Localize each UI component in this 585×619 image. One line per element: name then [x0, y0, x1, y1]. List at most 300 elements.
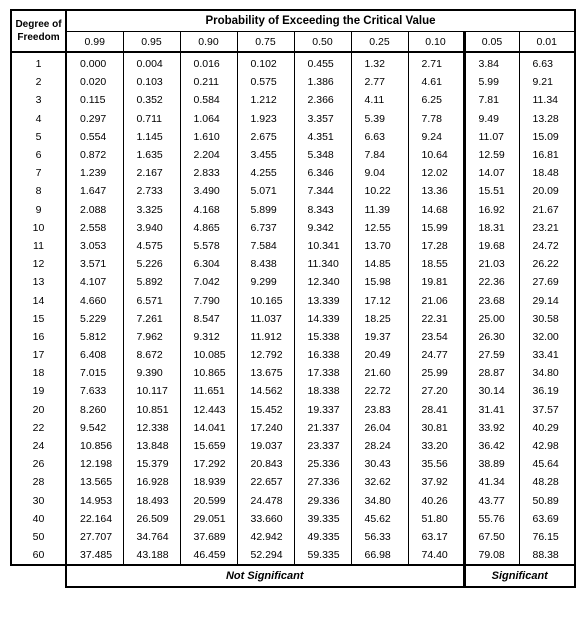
- critical-value-cell: 3.357: [294, 110, 351, 128]
- critical-value-cell: 0.711: [123, 110, 180, 128]
- critical-value-cell: 12.55: [351, 219, 408, 237]
- critical-value-cell: 16.338: [294, 346, 351, 364]
- critical-value-cell: 21.60: [351, 364, 408, 382]
- critical-value-cell: 25.00: [464, 310, 519, 328]
- critical-value-cell: 15.452: [237, 401, 294, 419]
- critical-value-cell: 3.940: [123, 219, 180, 237]
- critical-value-cell: 34.80: [519, 364, 575, 382]
- critical-value-cell: 45.64: [519, 455, 575, 473]
- critical-value-cell: 5.892: [123, 273, 180, 291]
- critical-value-cell: 30.58: [519, 310, 575, 328]
- critical-value-cell: 10.22: [351, 182, 408, 200]
- chi-square-critical-values-table: [10, 9, 576, 588]
- degree-of-freedom-cell: 6: [11, 146, 66, 164]
- critical-value-cell: 21.06: [408, 291, 464, 309]
- degree-of-freedom-cell: 60: [11, 546, 66, 565]
- critical-value-cell: 29.051: [180, 510, 237, 528]
- critical-value-cell: 4.865: [180, 219, 237, 237]
- critical-value-cell: 12.792: [237, 346, 294, 364]
- critical-value-cell: 0.000: [80, 58, 107, 71]
- critical-value-cell: 66.98: [351, 546, 408, 565]
- critical-value-cell: 13.36: [408, 182, 464, 200]
- critical-value-cell: 9.24: [408, 128, 464, 146]
- critical-value-cell: 11.651: [180, 382, 237, 400]
- critical-value-cell: 24.72: [519, 237, 575, 255]
- critical-value-cell: 56.33: [351, 528, 408, 546]
- critical-value-cell: 19.337: [294, 401, 351, 419]
- critical-value-cell: 29.336: [294, 492, 351, 510]
- critical-value-cell: 29.14: [519, 291, 575, 309]
- critical-value-cell: 28.41: [408, 401, 464, 419]
- critical-value-cell: 8.260: [80, 403, 107, 416]
- probability-header-cell: 0.10: [408, 32, 464, 53]
- critical-value-cell: 22.72: [351, 382, 408, 400]
- table-row: [11, 419, 575, 437]
- critical-value-cell: 20.843: [237, 455, 294, 473]
- critical-value-cell: 5.348: [294, 146, 351, 164]
- critical-value-cell: 51.80: [408, 510, 464, 528]
- critical-value-cell: 3.490: [180, 182, 237, 200]
- critical-value-cell: 2.675: [237, 128, 294, 146]
- critical-value-cell: 23.68: [464, 291, 519, 309]
- table-row: [11, 455, 575, 473]
- degree-of-freedom-cell: 13: [11, 273, 66, 291]
- critical-value-cell: 4.107: [80, 276, 107, 289]
- critical-value-cell: 32.00: [519, 328, 575, 346]
- critical-value-cell: 22.164: [80, 512, 113, 525]
- critical-value-cell: 63.69: [519, 510, 575, 528]
- critical-value-cell: 3.571: [80, 258, 107, 271]
- critical-value-cell: 22.31: [408, 310, 464, 328]
- table-row: [11, 437, 575, 455]
- critical-value-cell: 27.59: [464, 346, 519, 364]
- critical-value-cell: 19.37: [351, 328, 408, 346]
- critical-value-cell: 1.32: [351, 52, 408, 73]
- critical-value-cell: 6.63: [351, 128, 408, 146]
- critical-value-cell: 42.942: [237, 528, 294, 546]
- critical-value-cell: 20.599: [180, 492, 237, 510]
- critical-value-cell: 8.672: [123, 346, 180, 364]
- critical-value-cell: 26.22: [519, 255, 575, 273]
- critical-value-cell: 4.168: [180, 201, 237, 219]
- critical-value-cell: 10.165: [237, 291, 294, 309]
- footer-spacer: [11, 565, 66, 587]
- degree-of-freedom-cell: 22: [11, 419, 66, 437]
- table-row: [11, 492, 575, 510]
- table-row: [11, 546, 575, 565]
- probability-header-cell: 0.99: [66, 32, 123, 53]
- critical-value-cell: 31.41: [464, 401, 519, 419]
- critical-value-cell: 9.21: [519, 73, 575, 91]
- critical-value-cell: 10.856: [80, 440, 113, 453]
- critical-value-cell: 24.478: [237, 492, 294, 510]
- critical-value-cell: 7.042: [180, 273, 237, 291]
- critical-value-cell: 1.923: [237, 110, 294, 128]
- critical-value-cell: 18.48: [519, 164, 575, 182]
- degree-of-freedom-cell: 5: [11, 128, 66, 146]
- critical-value-cell: 46.459: [180, 546, 237, 565]
- critical-value-cell: 63.17: [408, 528, 464, 546]
- critical-value-cell: 19.037: [237, 437, 294, 455]
- critical-value-cell: 12.02: [408, 164, 464, 182]
- table-row: [11, 291, 575, 309]
- critical-value-cell: 7.962: [123, 328, 180, 346]
- critical-value-cell: 36.19: [519, 382, 575, 400]
- critical-value-cell: 18.55: [408, 255, 464, 273]
- degree-of-freedom-cell: 2: [11, 73, 66, 91]
- critical-value-cell: 2.558: [80, 221, 107, 234]
- critical-value-cell: 15.379: [123, 455, 180, 473]
- critical-value-cell: 1.610: [180, 128, 237, 146]
- dof-label-line1: Degree of: [15, 19, 62, 30]
- critical-value-cell: 30.14: [464, 382, 519, 400]
- critical-value-cell: 25.99: [408, 364, 464, 382]
- critical-value-cell: 27.707: [80, 530, 113, 543]
- critical-value-cell: 26.509: [123, 510, 180, 528]
- degree-of-freedom-cell: 1: [11, 52, 66, 73]
- critical-value-cell: 2.088: [80, 203, 107, 216]
- table-row: [11, 91, 575, 109]
- critical-value-cell: 38.89: [464, 455, 519, 473]
- critical-value-cell: 7.261: [123, 310, 180, 328]
- critical-value-cell: 4.660: [80, 294, 107, 307]
- critical-value-cell: 10.865: [180, 364, 237, 382]
- critical-value-cell: 9.49: [464, 110, 519, 128]
- critical-value-cell: 7.584: [237, 237, 294, 255]
- degree-of-freedom-cell: 50: [11, 528, 66, 546]
- critical-value-cell: 52.294: [237, 546, 294, 565]
- critical-value-cell: 5.812: [80, 330, 107, 343]
- table-row: [11, 73, 575, 91]
- probability-header-cell: 0.05: [464, 32, 519, 53]
- critical-value-cell: 32.62: [351, 473, 408, 491]
- critical-value-cell: 5.39: [351, 110, 408, 128]
- critical-value-cell: 42.98: [519, 437, 575, 455]
- critical-value-cell: 43.77: [464, 492, 519, 510]
- critical-value-cell: 14.339: [294, 310, 351, 328]
- critical-value-cell: 0.575: [237, 73, 294, 91]
- critical-value-cell: 0.016: [180, 52, 237, 73]
- critical-value-cell: 7.790: [180, 291, 237, 309]
- critical-value-cell: 45.62: [351, 510, 408, 528]
- not-significant-label: Not Significant: [66, 565, 464, 587]
- critical-value-cell: 74.40: [408, 546, 464, 565]
- critical-value-cell: 40.26: [408, 492, 464, 510]
- degree-of-freedom-cell: 7: [11, 164, 66, 182]
- critical-value-cell: 1.212: [237, 91, 294, 109]
- critical-value-cell: 7.81: [464, 91, 519, 109]
- table-row: [11, 182, 575, 200]
- chi-square-table-container: [10, 9, 576, 588]
- critical-value-cell: 12.443: [180, 401, 237, 419]
- critical-value-cell: 7.78: [408, 110, 464, 128]
- critical-value-cell: 39.335: [294, 510, 351, 528]
- critical-value-cell: 48.28: [519, 473, 575, 491]
- critical-value-cell: 49.335: [294, 528, 351, 546]
- critical-value-cell: 67.50: [464, 528, 519, 546]
- critical-value-cell: 33.660: [237, 510, 294, 528]
- critical-value-cell: 30.81: [408, 419, 464, 437]
- critical-value-cell: 6.408: [80, 349, 107, 362]
- critical-value-cell: 6.25: [408, 91, 464, 109]
- degree-of-freedom-cell: 40: [11, 510, 66, 528]
- probability-header-cell: 0.75: [237, 32, 294, 53]
- table-row: [11, 255, 575, 273]
- probability-title: Probability of Exceeding the Critical Value: [66, 10, 575, 32]
- critical-value-cell: 9.342: [294, 219, 351, 237]
- critical-value-cell: 24.77: [408, 346, 464, 364]
- critical-value-cell: 11.39: [351, 201, 408, 219]
- table-row: [11, 528, 575, 546]
- critical-value-cell: 43.188: [123, 546, 180, 565]
- critical-value-cell: 14.953: [80, 494, 113, 507]
- critical-value-cell: 22.657: [237, 473, 294, 491]
- critical-value-cell: 27.20: [408, 382, 464, 400]
- degree-of-freedom-cell: 24: [11, 437, 66, 455]
- table-row: [11, 346, 575, 364]
- critical-value-cell: 1.647: [80, 185, 107, 198]
- critical-value-cell: 37.689: [180, 528, 237, 546]
- critical-value-cell: 27.336: [294, 473, 351, 491]
- probability-header-cell: 0.90: [180, 32, 237, 53]
- critical-value-cell: 13.675: [237, 364, 294, 382]
- degree-of-freedom-cell: 15: [11, 310, 66, 328]
- critical-value-cell: 7.344: [294, 182, 351, 200]
- critical-value-cell: 14.68: [408, 201, 464, 219]
- critical-value-cell: 6.737: [237, 219, 294, 237]
- critical-value-cell: 37.57: [519, 401, 575, 419]
- critical-value-cell: 21.337: [294, 419, 351, 437]
- critical-value-cell: 59.335: [294, 546, 351, 565]
- critical-value-cell: 2.733: [123, 182, 180, 200]
- critical-value-cell: 13.70: [351, 237, 408, 255]
- probability-header-cell: 0.25: [351, 32, 408, 53]
- critical-value-cell: 41.34: [464, 473, 519, 491]
- critical-value-cell: 6.571: [123, 291, 180, 309]
- critical-value-cell: 1.145: [123, 128, 180, 146]
- critical-value-cell: 33.92: [464, 419, 519, 437]
- critical-value-cell: 10.117: [123, 382, 180, 400]
- probability-header-row: [11, 32, 575, 53]
- critical-value-cell: 25.336: [294, 455, 351, 473]
- critical-value-cell: 40.29: [519, 419, 575, 437]
- critical-value-cell: 7.633: [80, 385, 107, 398]
- critical-value-cell: 76.15: [519, 528, 575, 546]
- table-row: [11, 310, 575, 328]
- critical-value-cell: 23.21: [519, 219, 575, 237]
- degree-of-freedom-cell: 17: [11, 346, 66, 364]
- critical-value-cell: 11.912: [237, 328, 294, 346]
- critical-value-cell: 17.292: [180, 455, 237, 473]
- critical-value-cell: 10.851: [123, 401, 180, 419]
- degree-of-freedom-cell: 9: [11, 201, 66, 219]
- degree-of-freedom-cell: 30: [11, 492, 66, 510]
- degree-of-freedom-cell: 20: [11, 401, 66, 419]
- table-row: [11, 52, 575, 73]
- critical-value-cell: 1.386: [294, 73, 351, 91]
- critical-value-cell: 1.239: [80, 167, 107, 180]
- critical-value-cell: 28.87: [464, 364, 519, 382]
- table-row: [11, 110, 575, 128]
- critical-value-cell: 2.167: [123, 164, 180, 182]
- table-body: [11, 52, 575, 565]
- critical-value-cell: 9.390: [123, 364, 180, 382]
- critical-value-cell: 8.343: [294, 201, 351, 219]
- critical-value-cell: 20.49: [351, 346, 408, 364]
- critical-value-cell: 3.455: [237, 146, 294, 164]
- critical-value-cell: 18.25: [351, 310, 408, 328]
- critical-value-cell: 15.51: [464, 182, 519, 200]
- critical-value-cell: 33.20: [408, 437, 464, 455]
- critical-value-cell: 10.64: [408, 146, 464, 164]
- critical-value-cell: 0.297: [80, 112, 107, 125]
- critical-value-cell: 16.92: [464, 201, 519, 219]
- degree-of-freedom-cell: 12: [11, 255, 66, 273]
- critical-value-cell: 5.99: [464, 73, 519, 91]
- critical-value-cell: 0.872: [80, 149, 107, 162]
- critical-value-cell: 17.12: [351, 291, 408, 309]
- critical-value-cell: 20.09: [519, 182, 575, 200]
- critical-value-cell: 18.939: [180, 473, 237, 491]
- table-row: [11, 273, 575, 291]
- table-row: [11, 473, 575, 491]
- critical-value-cell: 14.07: [464, 164, 519, 182]
- critical-value-cell: 17.28: [408, 237, 464, 255]
- critical-value-cell: 11.037: [237, 310, 294, 328]
- critical-value-cell: 12.340: [294, 273, 351, 291]
- probability-header-cell: 0.01: [519, 32, 575, 53]
- critical-value-cell: 14.85: [351, 255, 408, 273]
- critical-value-cell: 13.565: [80, 476, 113, 489]
- critical-value-cell: 0.455: [294, 52, 351, 73]
- table-row: [11, 510, 575, 528]
- critical-value-cell: 0.004: [123, 52, 180, 73]
- critical-value-cell: 12.59: [464, 146, 519, 164]
- probability-header-cell: 0.50: [294, 32, 351, 53]
- critical-value-cell: 6.304: [180, 255, 237, 273]
- footer-row: [11, 565, 575, 587]
- critical-value-cell: 13.848: [123, 437, 180, 455]
- critical-value-cell: 1.064: [180, 110, 237, 128]
- critical-value-cell: 8.547: [180, 310, 237, 328]
- critical-value-cell: 15.09: [519, 128, 575, 146]
- critical-value-cell: 11.340: [294, 255, 351, 273]
- critical-value-cell: 0.102: [237, 52, 294, 73]
- critical-value-cell: 55.76: [464, 510, 519, 528]
- critical-value-cell: 10.341: [294, 237, 351, 255]
- critical-value-cell: 0.020: [80, 76, 107, 89]
- critical-value-cell: 2.204: [180, 146, 237, 164]
- degree-of-freedom-cell: 11: [11, 237, 66, 255]
- critical-value-cell: 16.928: [123, 473, 180, 491]
- critical-value-cell: 2.366: [294, 91, 351, 109]
- table-row: [11, 401, 575, 419]
- critical-value-cell: 16.81: [519, 146, 575, 164]
- critical-value-cell: 79.08: [464, 546, 519, 565]
- degree-of-freedom-cell: 28: [11, 473, 66, 491]
- critical-value-cell: 15.98: [351, 273, 408, 291]
- significant-label: Significant: [464, 565, 575, 587]
- critical-value-cell: 5.899: [237, 201, 294, 219]
- critical-value-cell: 18.338: [294, 382, 351, 400]
- degree-of-freedom-cell: 19: [11, 382, 66, 400]
- critical-value-cell: 10.085: [180, 346, 237, 364]
- table-row: [11, 237, 575, 255]
- critical-value-cell: 13.339: [294, 291, 351, 309]
- critical-value-cell: 4.61: [408, 73, 464, 91]
- table-row: [11, 146, 575, 164]
- critical-value-cell: 3.325: [123, 201, 180, 219]
- critical-value-cell: 0.352: [123, 91, 180, 109]
- degree-of-freedom-cell: 18: [11, 364, 66, 382]
- critical-value-cell: 15.659: [180, 437, 237, 455]
- critical-value-cell: 36.42: [464, 437, 519, 455]
- degree-of-freedom-cell: 16: [11, 328, 66, 346]
- critical-value-cell: 4.575: [123, 237, 180, 255]
- critical-value-cell: 3.053: [80, 239, 107, 252]
- degree-of-freedom-cell: 8: [11, 182, 66, 200]
- critical-value-cell: 6.346: [294, 164, 351, 182]
- critical-value-cell: 15.338: [294, 328, 351, 346]
- critical-value-cell: 13.28: [519, 110, 575, 128]
- table-row: [11, 328, 575, 346]
- critical-value-cell: 88.38: [519, 546, 575, 565]
- critical-value-cell: 23.54: [408, 328, 464, 346]
- table-row: [11, 382, 575, 400]
- critical-value-cell: 12.198: [80, 458, 113, 471]
- critical-value-cell: 28.24: [351, 437, 408, 455]
- probability-header-cell: 0.95: [123, 32, 180, 53]
- critical-value-cell: 11.34: [519, 91, 575, 109]
- critical-value-cell: 1.635: [123, 146, 180, 164]
- critical-value-cell: 33.41: [519, 346, 575, 364]
- critical-value-cell: 14.562: [237, 382, 294, 400]
- critical-value-cell: 23.337: [294, 437, 351, 455]
- critical-value-cell: 12.338: [123, 419, 180, 437]
- critical-value-cell: 50.89: [519, 492, 575, 510]
- degree-of-freedom-cell: 10: [11, 219, 66, 237]
- critical-value-cell: 5.071: [237, 182, 294, 200]
- critical-value-cell: 9.312: [180, 328, 237, 346]
- table-row: [11, 219, 575, 237]
- critical-value-cell: 37.92: [408, 473, 464, 491]
- critical-value-cell: 27.69: [519, 273, 575, 291]
- critical-value-cell: 9.299: [237, 273, 294, 291]
- dof-label-line2: Freedom: [17, 32, 60, 43]
- critical-value-cell: 2.833: [180, 164, 237, 182]
- critical-value-cell: 21.03: [464, 255, 519, 273]
- critical-value-cell: 11.07: [464, 128, 519, 146]
- critical-value-cell: 4.351: [294, 128, 351, 146]
- critical-value-cell: 35.56: [408, 455, 464, 473]
- degree-of-freedom-cell: 14: [11, 291, 66, 309]
- critical-value-cell: 6.63: [519, 52, 575, 73]
- critical-value-cell: 9.542: [80, 421, 107, 434]
- degree-of-freedom-cell: 3: [11, 91, 66, 109]
- critical-value-cell: 4.255: [237, 164, 294, 182]
- critical-value-cell: 26.30: [464, 328, 519, 346]
- critical-value-cell: 19.68: [464, 237, 519, 255]
- critical-value-cell: 14.041: [180, 419, 237, 437]
- critical-value-cell: 0.584: [180, 91, 237, 109]
- critical-value-cell: 5.226: [123, 255, 180, 273]
- critical-value-cell: 21.67: [519, 201, 575, 219]
- critical-value-cell: 17.240: [237, 419, 294, 437]
- critical-value-cell: 8.438: [237, 255, 294, 273]
- table-row: [11, 201, 575, 219]
- degree-of-freedom-cell: 4: [11, 110, 66, 128]
- critical-value-cell: 4.11: [351, 91, 408, 109]
